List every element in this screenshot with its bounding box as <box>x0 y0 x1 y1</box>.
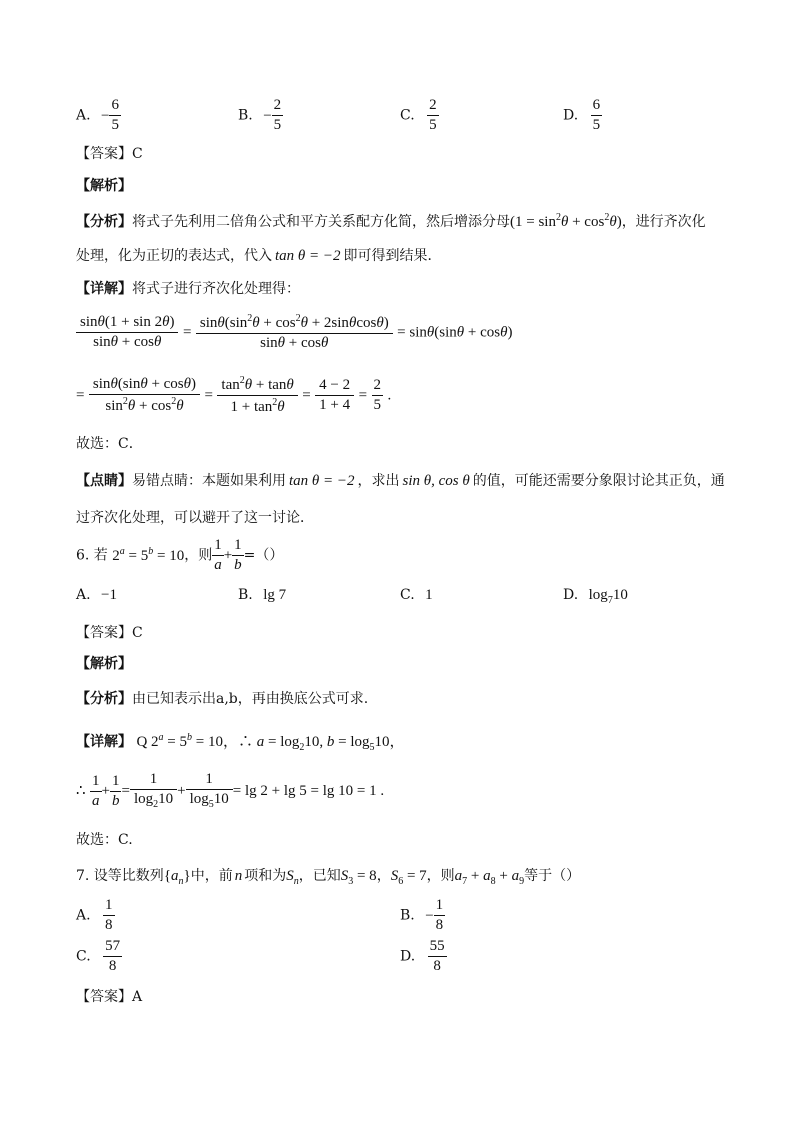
q6-option-b: B. lg 7 <box>238 587 287 603</box>
q5-option-c: C. $\frac{2}{5}$ <box>400 97 437 133</box>
q6-choice: 故选：C. <box>76 832 133 848</box>
q5-fenxi: 【分析】将式子先利用二倍角公式和平方关系配方化简，然后增添分母$(1 = \sin^2\theta + \cos^2\theta)$，进行齐次化 <box>76 212 706 230</box>
q6-answer: 【答案】C <box>76 625 143 641</box>
q5-equation-2: = $\frac{\sin\theta(\sin\theta + \cos\theta)}{\sin^2\theta + \cos^2\theta}$ = $\frac{\tan^2\theta + \tan\theta}{1 + \tan^2\theta}$ = $\frac{4 - 2}{1 + 4}$ = $\frac{2}{5}$ . <box>76 375 392 415</box>
q6-xiangjie: 【详解】 Q $2^a = 5^b = 10$，∴ $a = \log_210$, $b = \log_510$， <box>76 732 405 753</box>
q6-analysis-heading: 【解析】 <box>76 656 132 672</box>
q5-option-d: D. $\frac{6}{5}$ <box>563 97 601 133</box>
q6-stem: 6. 若 $2^a = 5^b = 10$，则 $\frac{1}{a}$ + $\frac{1}{b}$ =（） <box>76 537 284 573</box>
q6-fenxi: 【分析】由已知表示出a,b，再由换底公式可求. <box>76 691 369 707</box>
q7-answer: 【答案】A <box>76 989 143 1005</box>
q6-option-c: C. 1 <box>400 587 433 603</box>
q7-option-c: C. $\frac{57}{8}$ <box>76 938 121 974</box>
q5-dianjing-line2: 过齐次化处理，可以避开了这一讨论． <box>76 510 314 526</box>
q7-option-b: B. − $\frac{1}{8}$ <box>400 897 444 933</box>
q5-analysis-heading: 【解析】 <box>76 178 132 194</box>
q5-dianjing: 【点睛】易错点睛：本题如果利用 tan θ = −2 ，求出 sin θ, cos θ 的值，可能还需要分象限讨论其正负，通 <box>76 473 725 489</box>
q5-xiangjie: 【详解】将式子进行齐次化处理得： <box>76 281 300 297</box>
q7-option-a: A. $\frac{1}{8}$ <box>76 897 113 933</box>
q5-fenxi-formula: $(1 = \sin^2\theta + \cos^2\theta)$ <box>510 212 622 230</box>
q6-equation: ∴ $\frac{1}{a}$ + $\frac{1}{b}$ = $\frac{1}{\log_210}$ + $\frac{1}{\log_510}$ = lg 2 + lg 5 = lg 10 = 1 . <box>76 771 385 810</box>
q7-option-d: D. $\frac{55}{8}$ <box>400 938 445 974</box>
q6-option-a: A. −1 <box>76 587 117 603</box>
q5-answer: 【答案】C <box>76 146 143 162</box>
q5-equation-1: $\frac{\sin\theta(1 + \sin 2\theta)}{\sin\theta + \cos\theta}$ = $\frac{\sin\theta(\sin^2\theta + \cos^2\theta + 2\sin\theta\cos\theta)}{\sin\theta + \cos\theta}$ = sinθ(sinθ + cosθ) <box>76 314 512 351</box>
q7-stem: 7. 设等比数列$\{a_n\}$中，前 n 项和为$S_n$，已知$S_3 = 8$，$S_6 = 7$，则$a_7 + a_8 + a_9$等于（） <box>76 868 581 887</box>
q5-choice: 故选：C． <box>76 436 143 452</box>
q5-option-a: A. − $\frac{6}{5}$ <box>76 97 119 133</box>
q5-fenxi-line2: 处理，化为正切的表达式，代入 tan θ = −2 即可得到结果． <box>76 248 442 264</box>
q5-option-b: B. − $\frac{2}{5}$ <box>238 97 282 133</box>
q6-option-d: D. $\log_710$ <box>563 587 628 606</box>
